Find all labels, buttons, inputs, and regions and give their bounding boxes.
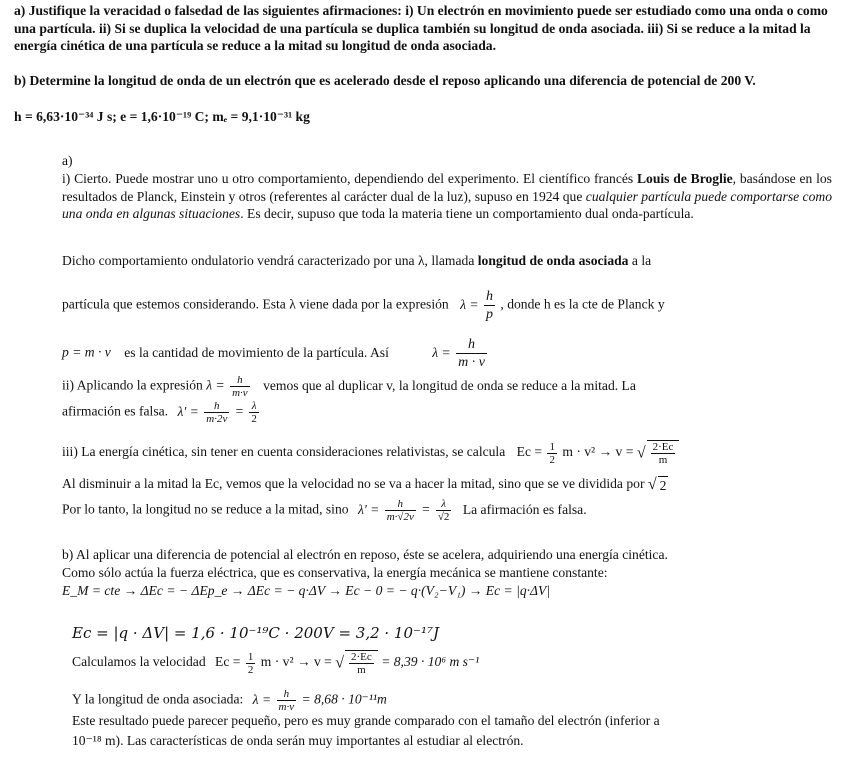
question-a: a) Justifique la veracidad o falsedad de las siguientes afirmaciones: i) Un electrón en movimiento puede ser estudiado como una onda o como una partícula. ii) Si se duplica la velocidad de una partícula se duplica también su longitud de onda asociada. iii) Si se reduce a la mitad la energía cinética de una partícula se reduce a la mitad su longitud de onda asociada. xyxy=(14,3,828,53)
answer-b-conclusion-1: Este resultado puede parecer pequeño, pero es muy grande comparado con el tamaño del electrón (inferior a xyxy=(72,713,660,728)
answer-b-ec: Ec = |q · ΔV| = 1,6 · 10⁻¹⁹C · 200V = 3,2 · 10⁻¹⁷J xyxy=(72,624,439,642)
answer-b-conservation: E_M = cte → ΔEc = − ΔEp_e → ΔEc = − q·ΔV → Ec − 0 = − q·(V₂−V₁) → Ec = |q·ΔV| xyxy=(62,583,551,598)
answer-b-intro-1: b) Al aplicar una diferencia de potencial al electrón en reposo, éste se acelera, adquiriendo una energía cinética. xyxy=(62,547,668,562)
answer-a-ii-cont: afirmación es falsa. λ' = $\frac{h}{m\cdot 2v}$ = $\frac{\lambda}{2}$ xyxy=(62,400,257,425)
answer-a-iii: iii) La energía cinética, sin tener en cuenta consideraciones relativistas, se calcula Ec = $\frac{1}{2}$ m · v² → v = √ $\frac{2\cdot Ec}{m}$ xyxy=(62,440,832,466)
answer-a-iii-3: Por lo tanto, la longitud no se reduce a la mitad, sino λ' = $\frac{h}{m\cdot√2v}$ = $\frac{\lambda}{√2}$ La afirmación es falsa. xyxy=(62,498,587,523)
question-b: b) Determine la longitud de onda de un electrón que es acelerado desde el reposo aplicando una diferencia de potencial de 200 V. xyxy=(14,73,756,88)
answer-b-conclusion-2: 10⁻¹⁸ m). Las características de onda serán muy importantes al estudiar al electrón. xyxy=(72,733,524,748)
momentum-line: p = m · v es la cantidad de movimiento de la partícula. Así λ = $\frac{h}{m \cdot v}$ xyxy=(62,337,485,370)
answer-b-intro-2: Como sólo actúa la fuerza eléctrica, que es conservativa, la energía mecánica se mantiene constante: xyxy=(62,565,608,580)
answer-a-ii: ii) Aplicando la expresión λ = $\frac{h}{m\cdot v}$ vemos que al duplicar v, la longitud de onda se reduce a la mitad. La xyxy=(62,374,636,399)
particula-line: partícula que estemos considerando. Esta λ viene dada por la expresión λ = $\frac{h}{p}$ , donde h es la cte de Planck y xyxy=(62,289,665,322)
answer-b-lambda: Y la longitud de onda asociada: λ = $\frac{h}{m\cdot v}$ = 8,68 · 10⁻¹¹m xyxy=(72,688,387,713)
answer-a-i: i) Cierto. Puede mostrar uno u otro comportamiento, dependiendo del experimento. El científico francés Louis de Broglie, basándose en los resultados de Planck, Einstein y otros (referentes al carácter dual de la luz), supuso en 1924 que cualquier partícula puede comportarse como una onda en algunas situaciones. Es decir, supuso que toda la materia tiene un comportamiento dual onda-partícula. xyxy=(62,171,833,221)
constants: h = 6,63·10⁻³⁴ J s; e = 1,6·10⁻¹⁹ C; mₑ = 9,1·10⁻³¹ kg xyxy=(14,109,310,124)
dicho-line: Dicho comportamiento ondulatorio vendrá caracterizado por una λ, llamada longitud de onda asociada a la xyxy=(62,253,652,268)
answer-a-label: a) xyxy=(62,153,73,168)
answer-a-iii-2: Al disminuir a la mitad la Ec, vemos que la velocidad no se va a hacer la mitad, sino que se ve dividida por √ 2 xyxy=(62,476,667,494)
answer-b-velocity: Calculamos la velocidad Ec = $\frac{1}{2}$ m · v² → v = √ $\frac{2\cdot Ec}{m}$ = 8,39 · 10⁶ m s⁻¹ xyxy=(72,650,480,676)
